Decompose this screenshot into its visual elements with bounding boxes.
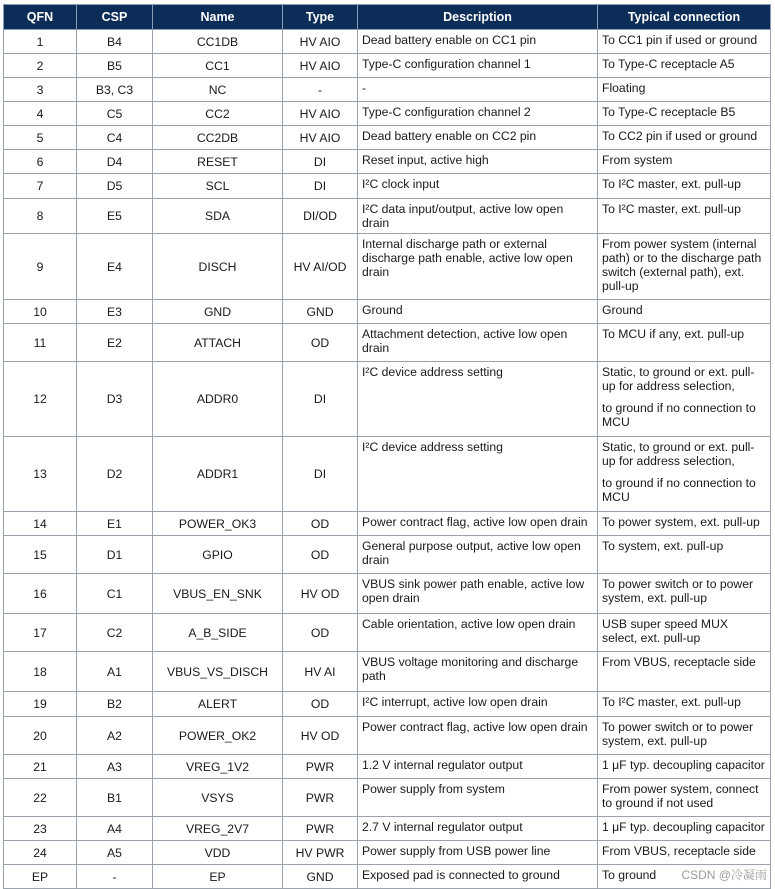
- cell-name: ADDR0: [153, 362, 283, 437]
- cell-csp: E4: [77, 234, 153, 300]
- cell-csp: C5: [77, 102, 153, 126]
- description-text: Exposed pad is connected to ground: [362, 868, 560, 882]
- cell-name: DISCH: [153, 234, 283, 300]
- cell-qfn: 7: [4, 174, 77, 199]
- table-row: [4, 199, 771, 234]
- description-text: Power supply from USB power line: [362, 844, 551, 858]
- cell-description: [358, 614, 598, 652]
- cell-typical-connection: [598, 78, 771, 102]
- cell-typical-connection: [598, 126, 771, 150]
- connection-text: To Type-C receptacle B5: [602, 105, 736, 119]
- description-text: Type-C configuration channel 2: [362, 105, 531, 119]
- cell-type: DI: [283, 437, 358, 512]
- cell-typical-connection: [598, 841, 771, 865]
- cell-type: HV OD: [283, 717, 358, 755]
- cell-description: [358, 779, 598, 817]
- cell-type: PWR: [283, 755, 358, 779]
- cell-qfn: EP: [4, 865, 77, 889]
- cell-typical-connection: [598, 652, 771, 692]
- table-row: [4, 78, 771, 102]
- cell-description: [358, 54, 598, 78]
- cell-name: CC1DB: [153, 30, 283, 54]
- cell-qfn: 9: [4, 234, 77, 300]
- connection-text: From VBUS, receptacle side: [602, 844, 756, 858]
- cell-description: [358, 437, 598, 512]
- cell-qfn: 1: [4, 30, 77, 54]
- connection-text: From VBUS, receptacle side: [602, 655, 756, 669]
- cell-qfn: 6: [4, 150, 77, 174]
- table-row: [4, 536, 771, 574]
- description-text: Power contract flag, active low open drain: [362, 515, 588, 529]
- cell-csp: C1: [77, 574, 153, 614]
- connection-text: to ground if no connection to MCU: [602, 476, 756, 504]
- cell-qfn: 8: [4, 199, 77, 234]
- cell-description: [358, 150, 598, 174]
- cell-description: [358, 30, 598, 54]
- cell-description: [358, 817, 598, 841]
- cell-typical-connection: [598, 324, 771, 362]
- cell-description: [358, 126, 598, 150]
- cell-name: VBUS_EN_SNK: [153, 574, 283, 614]
- description-text: Attachment detection, active low open drain: [362, 327, 568, 355]
- cell-description: [358, 652, 598, 692]
- cell-type: -: [283, 78, 358, 102]
- description-text: Reset input, active high: [362, 153, 489, 167]
- table-row: [4, 652, 771, 692]
- cell-description: [358, 692, 598, 717]
- cell-name: CC2DB: [153, 126, 283, 150]
- description-text: 2.7 V internal regulator output: [362, 820, 523, 834]
- cell-qfn: 13: [4, 437, 77, 512]
- cell-qfn: 4: [4, 102, 77, 126]
- cell-typical-connection: [598, 536, 771, 574]
- cell-csp: D5: [77, 174, 153, 199]
- cell-description: [358, 755, 598, 779]
- table-row: [4, 102, 771, 126]
- cell-csp: B1: [77, 779, 153, 817]
- connection-text: To CC2 pin if used or ground: [602, 129, 758, 143]
- cell-name: CC1: [153, 54, 283, 78]
- header-description: Description: [358, 5, 598, 30]
- cell-qfn: 21: [4, 755, 77, 779]
- header-qfn: QFN: [4, 5, 77, 30]
- cell-typical-connection: [598, 717, 771, 755]
- cell-type: HV OD: [283, 574, 358, 614]
- connection-text: To Type-C receptacle A5: [602, 57, 735, 71]
- cell-typical-connection: [598, 30, 771, 54]
- cell-description: [358, 78, 598, 102]
- table-row: [4, 512, 771, 536]
- connection-text: To CC1 pin if used or ground: [602, 33, 758, 47]
- cell-description: [358, 234, 598, 300]
- cell-csp: E3: [77, 300, 153, 324]
- cell-description: [358, 300, 598, 324]
- cell-csp: E2: [77, 324, 153, 362]
- cell-type: GND: [283, 865, 358, 889]
- cell-type: HV AI/OD: [283, 234, 358, 300]
- table-row: [4, 841, 771, 865]
- cell-qfn: 22: [4, 779, 77, 817]
- cell-type: DI: [283, 150, 358, 174]
- watermark: CSDN @冷凝雨: [681, 868, 767, 882]
- description-text: VBUS voltage monitoring and discharge path: [362, 655, 579, 683]
- cell-description: [358, 199, 598, 234]
- cell-csp: D4: [77, 150, 153, 174]
- cell-qfn: 10: [4, 300, 77, 324]
- connection-text: 1 μF typ. decoupling capacitor: [602, 820, 765, 834]
- cell-qfn: 11: [4, 324, 77, 362]
- description-text: General purpose output, active low open drain: [362, 539, 581, 567]
- cell-type: OD: [283, 512, 358, 536]
- header-typical-connection: Typical connection: [598, 5, 771, 30]
- connection-text: Floating: [602, 81, 646, 95]
- cell-typical-connection: [598, 54, 771, 78]
- cell-csp: A5: [77, 841, 153, 865]
- cell-typical-connection: [598, 692, 771, 717]
- pin-description-table: [3, 4, 771, 889]
- cell-name: EP: [153, 865, 283, 889]
- cell-qfn: 15: [4, 536, 77, 574]
- cell-type: DI: [283, 362, 358, 437]
- cell-name: A_B_SIDE: [153, 614, 283, 652]
- table-row: [4, 54, 771, 78]
- cell-name: VSYS: [153, 779, 283, 817]
- table-row: [4, 324, 771, 362]
- cell-name: SCL: [153, 174, 283, 199]
- cell-type: HV AIO: [283, 30, 358, 54]
- cell-csp: D3: [77, 362, 153, 437]
- cell-csp: B4: [77, 30, 153, 54]
- cell-csp: B2: [77, 692, 153, 717]
- cell-name: NC: [153, 78, 283, 102]
- table-row: [4, 692, 771, 717]
- connection-text: To system, ext. pull-up: [602, 539, 724, 553]
- cell-type: HV AIO: [283, 54, 358, 78]
- cell-description: [358, 174, 598, 199]
- table-row: [4, 437, 771, 512]
- cell-type: HV AI: [283, 652, 358, 692]
- cell-name: POWER_OK3: [153, 512, 283, 536]
- table-row: [4, 362, 771, 437]
- description-text: I²C interrupt, active low open drain: [362, 695, 548, 709]
- table-row: [4, 614, 771, 652]
- cell-typical-connection: [598, 574, 771, 614]
- description-text: Dead battery enable on CC2 pin: [362, 129, 537, 143]
- cell-description: [358, 717, 598, 755]
- cell-type: HV AIO: [283, 102, 358, 126]
- description-text: I²C device address setting: [362, 440, 503, 454]
- connection-text: to ground if no connection to MCU: [602, 401, 756, 429]
- cell-name: ALERT: [153, 692, 283, 717]
- cell-qfn: 16: [4, 574, 77, 614]
- cell-description: [358, 362, 598, 437]
- cell-name: RESET: [153, 150, 283, 174]
- table-row: [4, 174, 771, 199]
- connection-text: Ground: [602, 303, 643, 317]
- cell-description: [358, 102, 598, 126]
- cell-qfn: 20: [4, 717, 77, 755]
- table-row: [4, 755, 771, 779]
- connection-text: To power system, ext. pull-up: [602, 515, 760, 529]
- table-row: [4, 150, 771, 174]
- cell-csp: D2: [77, 437, 153, 512]
- cell-typical-connection: [598, 817, 771, 841]
- cell-qfn: 12: [4, 362, 77, 437]
- description-text: Type-C configuration channel 1: [362, 57, 531, 71]
- cell-typical-connection: [598, 234, 771, 300]
- description-text: -: [362, 81, 367, 95]
- cell-description: [358, 574, 598, 614]
- connection-text: To MCU if any, ext. pull-up: [602, 327, 745, 341]
- description-text: Cable orientation, active low open drain: [362, 617, 576, 631]
- cell-qfn: 17: [4, 614, 77, 652]
- cell-description: [358, 841, 598, 865]
- connection-text: Static, to ground or ext. pull-up for address selection,: [602, 365, 755, 393]
- cell-typical-connection: [598, 102, 771, 126]
- header-csp: CSP: [77, 5, 153, 30]
- cell-type: OD: [283, 692, 358, 717]
- cell-name: POWER_OK2: [153, 717, 283, 755]
- connection-text: From power system (internal path) or to the discharge path switch (external path), ext. pull-up: [602, 237, 762, 293]
- cell-name: CC2: [153, 102, 283, 126]
- header-type: Type: [283, 5, 358, 30]
- description-text: Internal discharge path or external discharge path enable, active low open drain: [362, 237, 573, 279]
- description-text: I²C clock input: [362, 177, 440, 191]
- connection-text: To I²C master, ext. pull-up: [602, 695, 741, 709]
- cell-qfn: 2: [4, 54, 77, 78]
- connection-text: To power switch or to power system, ext. pull-up: [602, 720, 754, 748]
- connection-text: Static, to ground or ext. pull-up for address selection,: [602, 440, 755, 468]
- connection-text: 1 μF typ. decoupling capacitor: [602, 758, 765, 772]
- connection-text: To I²C master, ext. pull-up: [602, 177, 741, 191]
- connection-text: USB super speed MUX select, ext. pull-up: [602, 617, 728, 645]
- description-text: Power contract flag, active low open drain: [362, 720, 588, 734]
- cell-type: OD: [283, 614, 358, 652]
- connection-text: From system: [602, 153, 673, 167]
- cell-csp: E5: [77, 199, 153, 234]
- cell-qfn: 5: [4, 126, 77, 150]
- cell-typical-connection: [598, 779, 771, 817]
- cell-description: [358, 512, 598, 536]
- cell-type: HV AIO: [283, 126, 358, 150]
- table-row: [4, 817, 771, 841]
- cell-name: VDD: [153, 841, 283, 865]
- cell-description: [358, 324, 598, 362]
- table-row: [4, 30, 771, 54]
- header-name: Name: [153, 5, 283, 30]
- cell-typical-connection: [598, 199, 771, 234]
- cell-csp: A4: [77, 817, 153, 841]
- connection-text: To ground: [602, 868, 657, 882]
- cell-description: [358, 536, 598, 574]
- description-text: I²C device address setting: [362, 365, 503, 379]
- cell-name: VREG_1V2: [153, 755, 283, 779]
- cell-qfn: 14: [4, 512, 77, 536]
- cell-typical-connection: [598, 150, 771, 174]
- cell-qfn: 18: [4, 652, 77, 692]
- cell-typical-connection: [598, 174, 771, 199]
- table-header-row: [4, 5, 771, 30]
- cell-csp: C2: [77, 614, 153, 652]
- table-row: [4, 865, 771, 889]
- cell-csp: C4: [77, 126, 153, 150]
- cell-name: ADDR1: [153, 437, 283, 512]
- cell-name: ATTACH: [153, 324, 283, 362]
- cell-qfn: 23: [4, 817, 77, 841]
- connection-text: To power switch or to power system, ext. pull-up: [602, 577, 754, 605]
- cell-type: DI: [283, 174, 358, 199]
- cell-typical-connection: [598, 755, 771, 779]
- cell-qfn: 19: [4, 692, 77, 717]
- cell-csp: A1: [77, 652, 153, 692]
- cell-type: HV PWR: [283, 841, 358, 865]
- cell-type: OD: [283, 324, 358, 362]
- cell-name: GPIO: [153, 536, 283, 574]
- cell-name: SDA: [153, 199, 283, 234]
- cell-typical-connection: [598, 362, 771, 437]
- description-text: VBUS sink power path enable, active low open drain: [362, 577, 585, 605]
- table-row: [4, 779, 771, 817]
- cell-type: OD: [283, 536, 358, 574]
- table-row: [4, 234, 771, 300]
- cell-csp: -: [77, 865, 153, 889]
- description-text: Power supply from system: [362, 782, 505, 796]
- cell-type: DI/OD: [283, 199, 358, 234]
- cell-qfn: 24: [4, 841, 77, 865]
- table-row: [4, 717, 771, 755]
- cell-typical-connection: [598, 300, 771, 324]
- cell-name: GND: [153, 300, 283, 324]
- cell-qfn: 3: [4, 78, 77, 102]
- description-text: 1.2 V internal regulator output: [362, 758, 523, 772]
- description-text: I²C data input/output, active low open drain: [362, 202, 564, 230]
- cell-type: PWR: [283, 779, 358, 817]
- cell-description: [358, 865, 598, 889]
- cell-csp: D1: [77, 536, 153, 574]
- connection-text: To I²C master, ext. pull-up: [602, 202, 741, 216]
- cell-csp: A3: [77, 755, 153, 779]
- cell-typical-connection: [598, 437, 771, 512]
- cell-csp: A2: [77, 717, 153, 755]
- table-row: [4, 574, 771, 614]
- connection-text: From power system, connect to ground if not used: [602, 782, 759, 810]
- cell-typical-connection: [598, 512, 771, 536]
- cell-typical-connection: [598, 614, 771, 652]
- table-row: [4, 126, 771, 150]
- description-text: Ground: [362, 303, 403, 317]
- cell-name: VBUS_VS_DISCH: [153, 652, 283, 692]
- cell-name: VREG_2V7: [153, 817, 283, 841]
- cell-csp: E1: [77, 512, 153, 536]
- cell-type: PWR: [283, 817, 358, 841]
- table-row: [4, 300, 771, 324]
- cell-type: GND: [283, 300, 358, 324]
- cell-csp: B3, C3: [77, 78, 153, 102]
- cell-csp: B5: [77, 54, 153, 78]
- description-text: Dead battery enable on CC1 pin: [362, 33, 537, 47]
